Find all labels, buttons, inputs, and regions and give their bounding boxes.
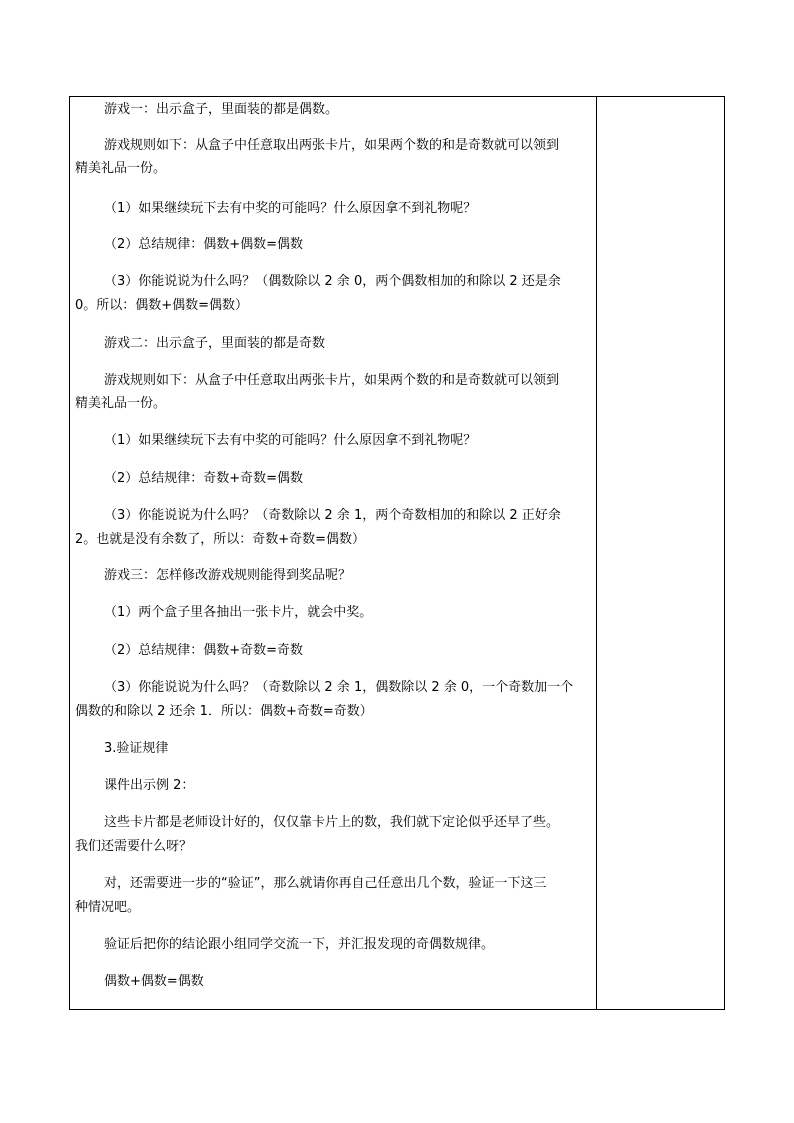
paragraph-game3-title: 游戏三：怎样修改游戏规则能得到奖品呢？ [104, 568, 352, 583]
paragraph-cards-cont: 我们还需要什么呀？ [75, 839, 193, 854]
paragraph-game3-q2: （2）总结规律：偶数+奇数=奇数 [104, 643, 304, 658]
lesson-content-cell [70, 97, 596, 1009]
paragraph-cards: 这些卡片都是老师设计好的，仅仅靠卡片上的数，我们就下定论似乎还早了些。 [104, 815, 560, 830]
paragraph-game1-rules-cont: 精美礼品一份。 [75, 161, 167, 176]
paragraph-game2-q3: （3）你能说说为什么吗？（奇数除以 2 余 1，两个奇数相加的和除以 2 正好余 [104, 508, 561, 523]
lesson-table [69, 96, 725, 1010]
paragraph-game3-q3: （3）你能说说为什么吗？（奇数除以 2 余 1，偶数除以 2 余 0，一个奇数加一个 [104, 680, 574, 695]
paragraph-share: 验证后把你的结论跟小组同学交流一下，并汇报发现的奇偶数规律。 [104, 937, 495, 952]
notes-cell [597, 97, 724, 1009]
paragraph-rule-even-even: 偶数+偶数=偶数 [104, 974, 204, 989]
paragraph-game2-title: 游戏二：出示盒子，里面装的都是奇数 [104, 336, 326, 351]
paragraph-game1-q2: （2）总结规律：偶数+偶数=偶数 [104, 237, 304, 252]
paragraph-game1-title: 游戏一：出示盒子，里面装的都是偶数。 [104, 102, 339, 117]
paragraph-game1-q3-cont: 0。所以：偶数+偶数=偶数） [75, 298, 249, 313]
paragraph-game2-q2: （2）总结规律：奇数+奇数=偶数 [104, 471, 304, 486]
paragraph-verify-step: 对，还需要进一步的“验证”，那么就请你再自己任意出几个数，验证一下这三 [104, 876, 547, 891]
paragraph-example2: 课件出示例 2： [104, 778, 195, 793]
paragraph-game2-q1: （1）如果继续玩下去有中奖的可能吗？什么原因拿不到礼物呢？ [104, 433, 477, 448]
paragraph-game2-rules-cont: 精美礼品一份。 [75, 396, 167, 411]
paragraph-game3-q3-cont: 偶数的和除以 2 还余 1．所以：偶数+奇数=奇数） [75, 704, 373, 719]
paragraph-game3-q1: （1）两个盒子里各抽出一张卡片，就会中奖。 [104, 605, 373, 620]
paragraph-game1-q1: （1）如果继续玩下去有中奖的可能吗？什么原因拿不到礼物呢？ [104, 201, 477, 216]
paragraph-verify-step-cont: 种情况吧。 [75, 900, 141, 915]
paragraph-game2-q3-cont: 2。也就是没有余数了，所以：奇数+奇数=偶数） [75, 532, 366, 547]
paragraph-game1-rules: 游戏规则如下：从盒子中任意取出两张卡片，如果两个数的和是奇数就可以领到 [104, 138, 560, 153]
paragraph-game2-rules: 游戏规则如下：从盒子中任意取出两张卡片，如果两个数的和是奇数就可以领到 [104, 373, 560, 388]
paragraph-game1-q3: （3）你能说说为什么吗？（偶数除以 2 余 0，两个偶数相加的和除以 2 还是余 [104, 274, 561, 289]
paragraph-section-verify: 3.验证规律 [104, 741, 169, 756]
